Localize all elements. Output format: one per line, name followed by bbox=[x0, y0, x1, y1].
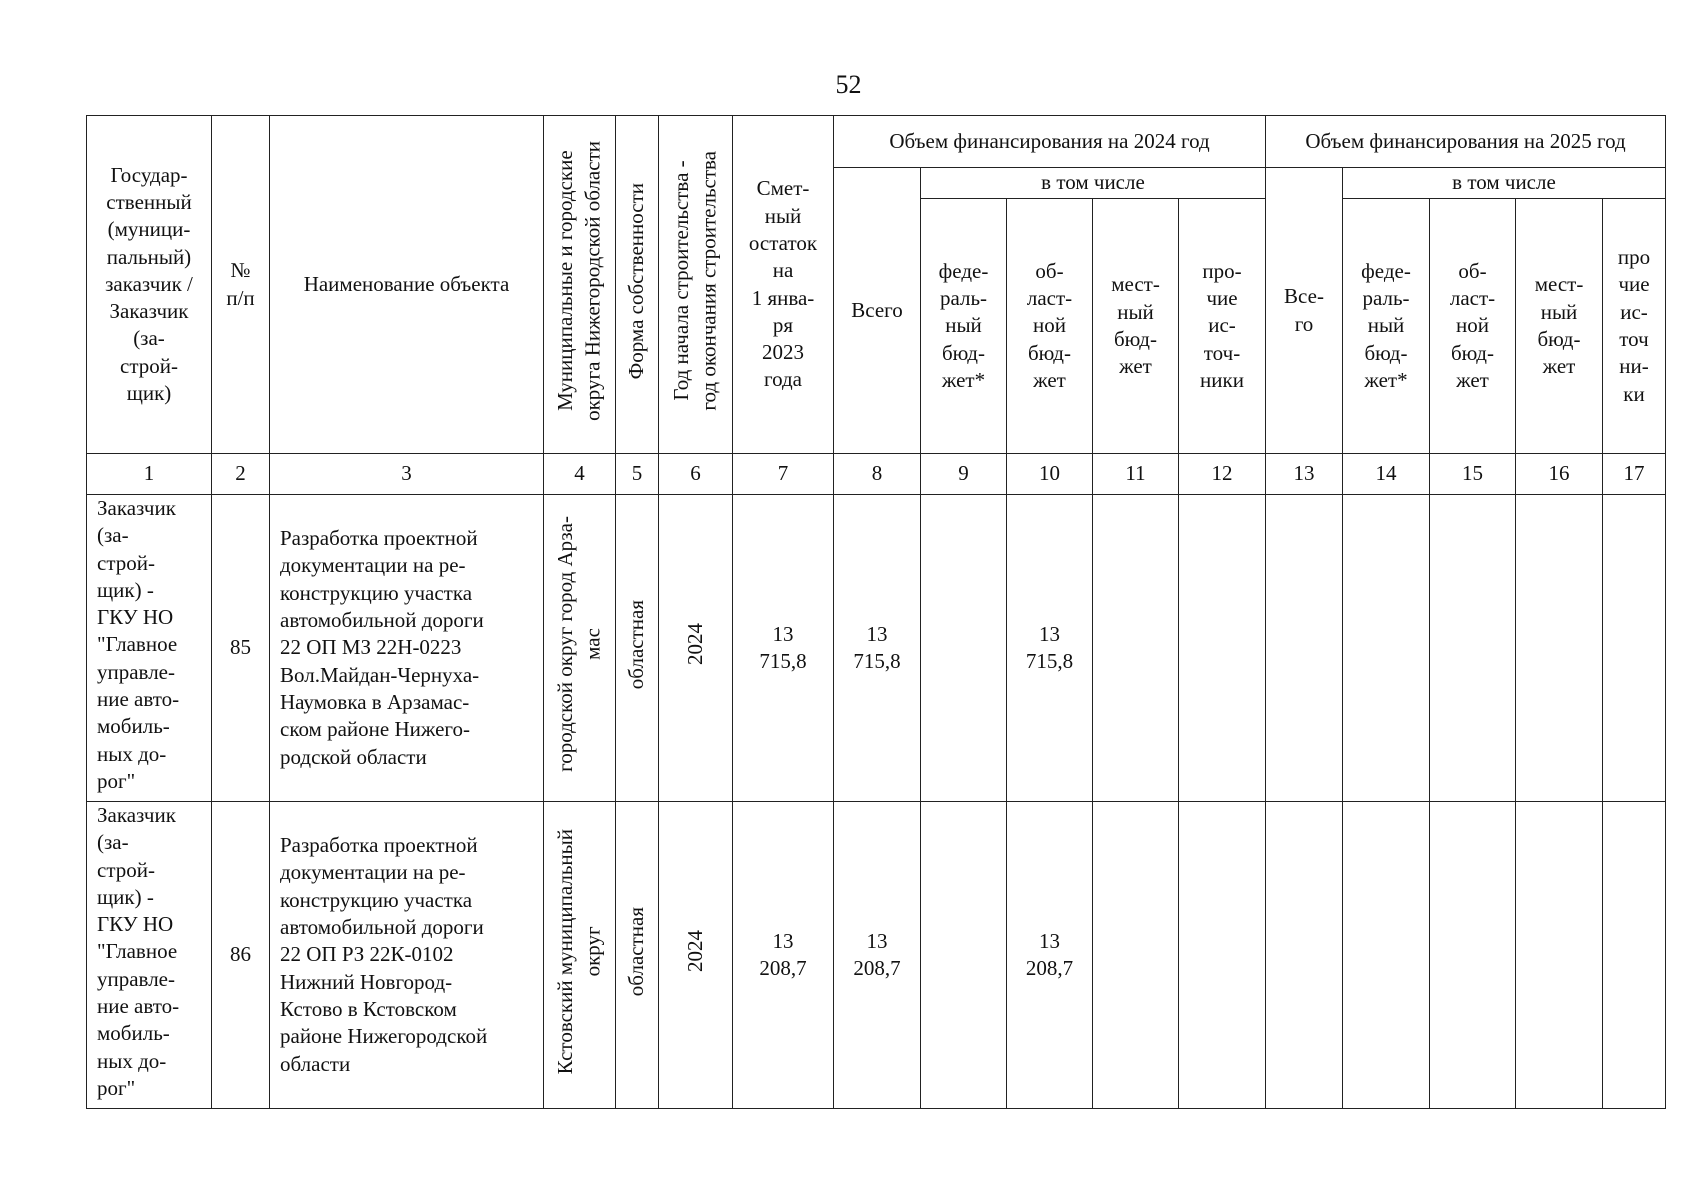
column-number: 7 bbox=[733, 454, 834, 495]
header-ownership-text: Форма собственности bbox=[624, 182, 649, 380]
regional-2024-cell: 13 208,7 bbox=[1007, 802, 1093, 1109]
total-2024-cell: 13 715,8 bbox=[834, 495, 921, 802]
header-years bbox=[659, 116, 733, 454]
header-local-2025: мест- ный бюд- жет bbox=[1516, 199, 1603, 454]
column-number: 15 bbox=[1430, 454, 1516, 495]
page-number: 52 bbox=[835, 70, 862, 99]
column-number: 16 bbox=[1516, 454, 1603, 495]
column-number: 8 bbox=[834, 454, 921, 495]
header-other-2024: про- чие ис- точ- ники bbox=[1179, 199, 1266, 454]
remaining-cell: 13 715,8 bbox=[733, 495, 834, 802]
table-row bbox=[87, 802, 1666, 1109]
local-2024-cell bbox=[1093, 495, 1179, 802]
column-number: 1 bbox=[87, 454, 212, 495]
column-number: 5 bbox=[616, 454, 659, 495]
table-row bbox=[87, 495, 1666, 802]
total-2025-cell bbox=[1266, 802, 1343, 1109]
municipality-cell bbox=[544, 802, 616, 1109]
column-number: 3 bbox=[270, 454, 544, 495]
column-number: 14 bbox=[1343, 454, 1430, 495]
header-federal-2024: феде- раль- ный бюд- жет* bbox=[921, 199, 1007, 454]
column-number: 10 bbox=[1007, 454, 1093, 495]
other-2024-cell bbox=[1179, 802, 1266, 1109]
federal-2025-cell bbox=[1343, 495, 1430, 802]
header-local-2024: мест- ный бюд- жет bbox=[1093, 199, 1179, 454]
header-municipality bbox=[544, 116, 616, 454]
years-cell bbox=[659, 802, 733, 1109]
header-including-2025: в том числе bbox=[1343, 168, 1666, 199]
object-name-cell: Разработка проектной документации на ре- конструкцию участка автомобильной дороги 22 ОП РЗ 22К-0102 Нижний Новгород- Кстово в Кстовском районе Нижегородской области bbox=[270, 802, 544, 1109]
column-number: 4 bbox=[544, 454, 616, 495]
header-customer: Государ- ственный (муници- пальный) заказчик / Заказчик (за- строй- щик) bbox=[87, 116, 212, 454]
header-municipality-text: Муниципальные и городские округа Нижегородской области bbox=[553, 140, 605, 421]
municipality-cell bbox=[544, 495, 616, 802]
ownership-cell bbox=[616, 802, 659, 1109]
financing-table bbox=[86, 115, 1666, 1109]
regional-2024-cell: 13 715,8 bbox=[1007, 495, 1093, 802]
header-ownership bbox=[616, 116, 659, 454]
customer-cell: Заказчик (за- строй- щик) - ГКУ НО "Главное управле- ние авто- мобиль- ных до- рог" bbox=[87, 495, 212, 802]
other-2024-cell bbox=[1179, 495, 1266, 802]
regional-2025-cell bbox=[1430, 495, 1516, 802]
total-2024-cell: 13 208,7 bbox=[834, 802, 921, 1109]
header-regional-2024: об- ласт- ной бюд- жет bbox=[1007, 199, 1093, 454]
header-regional-2025: об- ласт- ной бюд- жет bbox=[1430, 199, 1516, 454]
row-number-cell: 86 bbox=[212, 802, 270, 1109]
remaining-cell: 13 208,7 bbox=[733, 802, 834, 1109]
years-text: 2024 bbox=[682, 623, 707, 666]
header-years-text: Год начала строительства - год окончания строительства bbox=[669, 151, 721, 411]
header-federal-2025: феде- раль- ный бюд- жет* bbox=[1343, 199, 1430, 454]
row-number-cell: 85 bbox=[212, 495, 270, 802]
ownership-text: областная bbox=[624, 599, 649, 689]
federal-2024-cell bbox=[921, 495, 1007, 802]
column-number: 13 bbox=[1266, 454, 1343, 495]
federal-2024-cell bbox=[921, 802, 1007, 1109]
header-financing-2024: Объем финансирования на 2024 год bbox=[834, 116, 1266, 168]
column-number: 12 bbox=[1179, 454, 1266, 495]
other-2025-cell bbox=[1603, 802, 1666, 1109]
column-number: 17 bbox=[1603, 454, 1666, 495]
header-including-2024: в том числе bbox=[921, 168, 1266, 199]
local-2025-cell bbox=[1516, 802, 1603, 1109]
regional-2025-cell bbox=[1430, 802, 1516, 1109]
header-financing-2025: Объем финансирования на 2025 год bbox=[1266, 116, 1666, 168]
header-other-2025: про чие ис- точ ни- ки bbox=[1603, 199, 1666, 454]
customer-cell: Заказчик (за- строй- щик) - ГКУ НО "Главное управле- ние авто- мобиль- ных до- рог" bbox=[87, 802, 212, 1109]
column-number: 6 bbox=[659, 454, 733, 495]
total-2025-cell bbox=[1266, 495, 1343, 802]
years-text: 2024 bbox=[682, 930, 707, 973]
column-number: 2 bbox=[212, 454, 270, 495]
object-name-cell: Разработка проектной документации на ре- конструкцию участка автомобильной дороги 22 ОП МЗ 22Н-0223 Вол.Майдан-Чернуха- Наумовка в Арзамас- ском районе Нижего- родской области bbox=[270, 495, 544, 802]
column-number: 9 bbox=[921, 454, 1007, 495]
local-2025-cell bbox=[1516, 495, 1603, 802]
other-2025-cell bbox=[1603, 495, 1666, 802]
federal-2025-cell bbox=[1343, 802, 1430, 1109]
local-2024-cell bbox=[1093, 802, 1179, 1109]
municipality-text: городской округ город Арза- мас bbox=[553, 516, 605, 773]
column-number: 11 bbox=[1093, 454, 1179, 495]
years-cell bbox=[659, 495, 733, 802]
header-num: № п/п bbox=[212, 116, 270, 454]
header-remaining: Смет- ный остаток на 1 янва- ря 2023 года bbox=[733, 116, 834, 454]
municipality-text: Кстовский муниципальный округ bbox=[553, 828, 605, 1075]
header-object-name: Наименование объекта bbox=[270, 116, 544, 454]
header-total-2024: Всего bbox=[834, 168, 921, 454]
ownership-cell bbox=[616, 495, 659, 802]
ownership-text: областная bbox=[624, 906, 649, 996]
column-number-row bbox=[87, 454, 1666, 495]
header-total-2025: Все- го bbox=[1266, 168, 1343, 454]
